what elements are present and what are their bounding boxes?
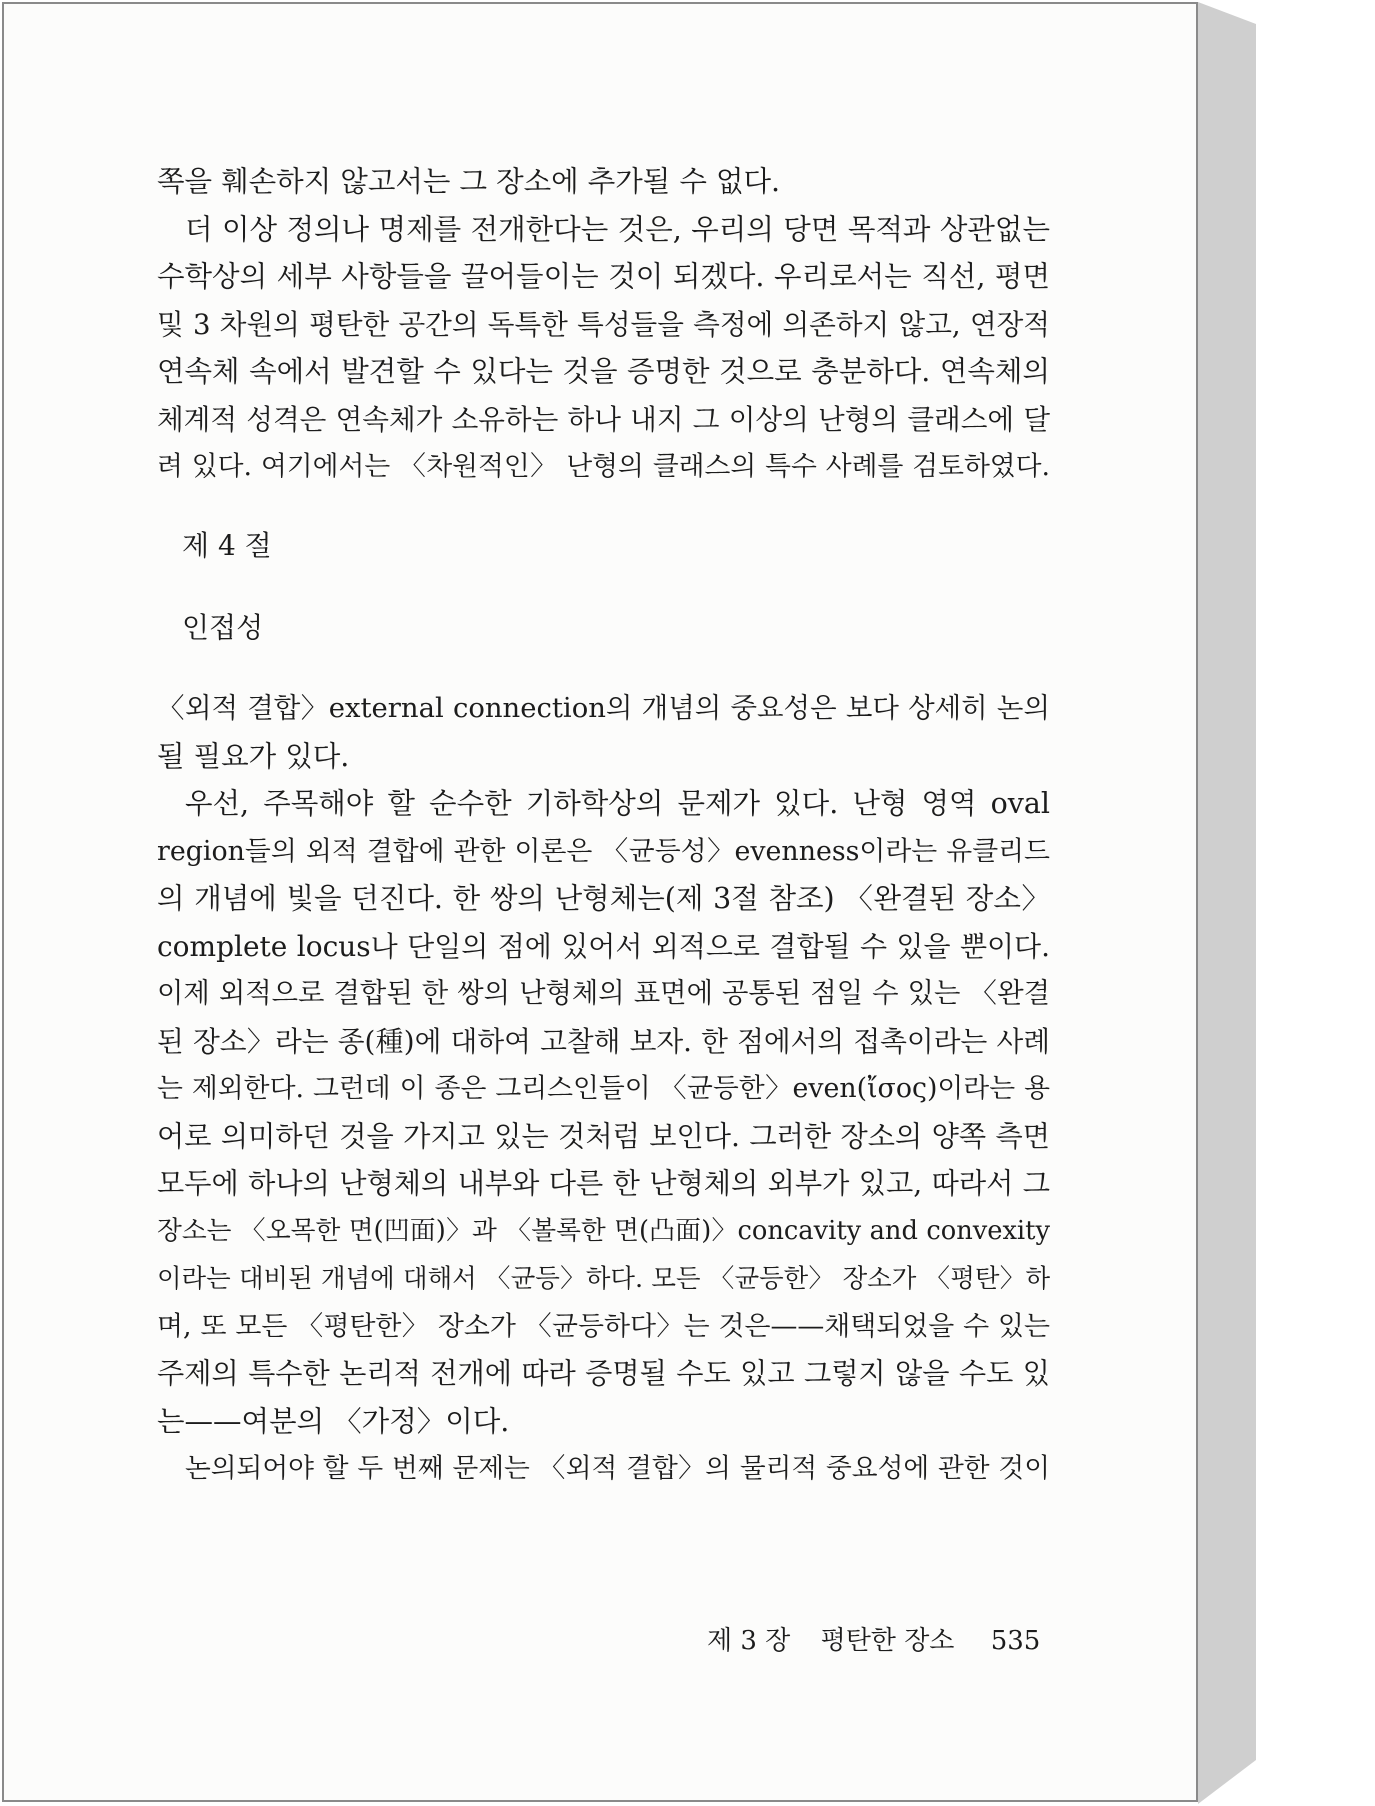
- section-title: 인접성: [182, 611, 264, 644]
- text-line: 될 필요가 있다.: [157, 739, 350, 773]
- footer-chapter-title: 평탄한 장소: [820, 1626, 955, 1656]
- text-line: 모두에 하나의 난형체의 내부와 다른 한 난형체의 외부가 있고, 따라서 그: [157, 1167, 1050, 1200]
- section-number: 제 4 절: [182, 529, 272, 562]
- page-footer: [707, 1620, 1040, 1657]
- text-line: 체계적 성격은 연속체가 소유하는 하나 내지 그 이상의 난형의 클래스에 달: [157, 402, 1050, 436]
- text-line: 며, 또 모든 〈평탄한〉 장소가 〈균등하다〉는 것은——채택되었을 수 있는: [157, 1310, 1050, 1342]
- text-line: 및 3 차원의 평탄한 공간의 독특한 특성들을 측정에 의존하지 않고, 연장적: [157, 307, 1050, 341]
- text-line: 논의되어야 할 두 번째 문제는 〈외적 결합〉의 물리적 중요성에 관한 것이: [185, 1453, 1050, 1484]
- text-line: region들의 외적 결합에 관한 이론은 〈균등성〉evenness이라는 유클리드: [157, 835, 1050, 867]
- text-line: 쪽을 훼손하지 않고서는 그 장소에 추가될 수 없다.: [157, 165, 781, 198]
- text-line: 의 개념에 빛을 던진다. 한 쌍의 난형체는(제 3절 참조) 〈완결된 장소〉: [157, 882, 1050, 915]
- text-line: 려 있다. 여기에서는 〈차원적인〉 난형의 클래스의 특수 사례를 검토하였다.: [157, 451, 1050, 482]
- text-line: complete locus나 단일의 점에 있어서 외적으로 결합될 수 있을 뿐이다.: [157, 929, 1050, 963]
- text-line: 이라는 대비된 개념에 대해서 〈균등〉하다. 모든 〈균등한〉 장소가 〈평탄〉하: [157, 1263, 1050, 1293]
- text-line: 연속체 속에서 발견할 수 있다는 것을 증명한 것으로 충분하다. 연속체의: [157, 355, 1050, 388]
- text-line: 수학상의 세부 사항들을 끌어들이는 것이 되겠다. 우리로서는 직선, 평면: [157, 260, 1050, 293]
- text-line: 주제의 특수한 논리적 전개에 따라 증명될 수도 있고 그렇지 않을 수도 있: [157, 1357, 1050, 1390]
- text-line: 어로 의미하던 것을 가지고 있는 것처럼 보인다. 그러한 장소의 양쪽 측면: [157, 1119, 1050, 1153]
- page-number: 535: [990, 1626, 1041, 1656]
- text-line: 더 이상 정의나 명제를 전개한다는 것은, 우리의 당면 목적과 상관없는: [185, 212, 1050, 246]
- text-line: 된 장소〉라는 종(種)에 대하여 고찰해 보자. 한 점에서의 접촉이라는 사례: [157, 1024, 1050, 1058]
- text-line: 〈외적 결합〉external connection의 개념의 중요성은 보다 상세히 논의: [157, 693, 1050, 724]
- text-line: 장소는 〈오목한 면(凹面)〉과 〈볼록한 면(凸面)〉concavity and convexity: [157, 1215, 1050, 1246]
- text-line: 는——여분의 〈가정〉이다.: [157, 1404, 510, 1438]
- text-block-bottom: [157, 685, 1050, 1493]
- book-page-edge: [1198, 0, 1256, 1806]
- text-block-top: [157, 158, 1050, 491]
- text-line: 이제 외적으로 결합된 한 쌍의 난형체의 표면에 공통된 점일 수 있는 〈완결: [157, 978, 1050, 1009]
- text-line: 는 제외한다. 그런데 이 종은 그리스인들이 〈균등한〉even(ἴσος)이라는 용: [157, 1073, 1050, 1104]
- text-line: 우선, 주목해야 할 순수한 기하학상의 문제가 있다. 난형 영역 oval: [185, 787, 1050, 820]
- footer-chapter: 제 3 장: [707, 1626, 791, 1656]
